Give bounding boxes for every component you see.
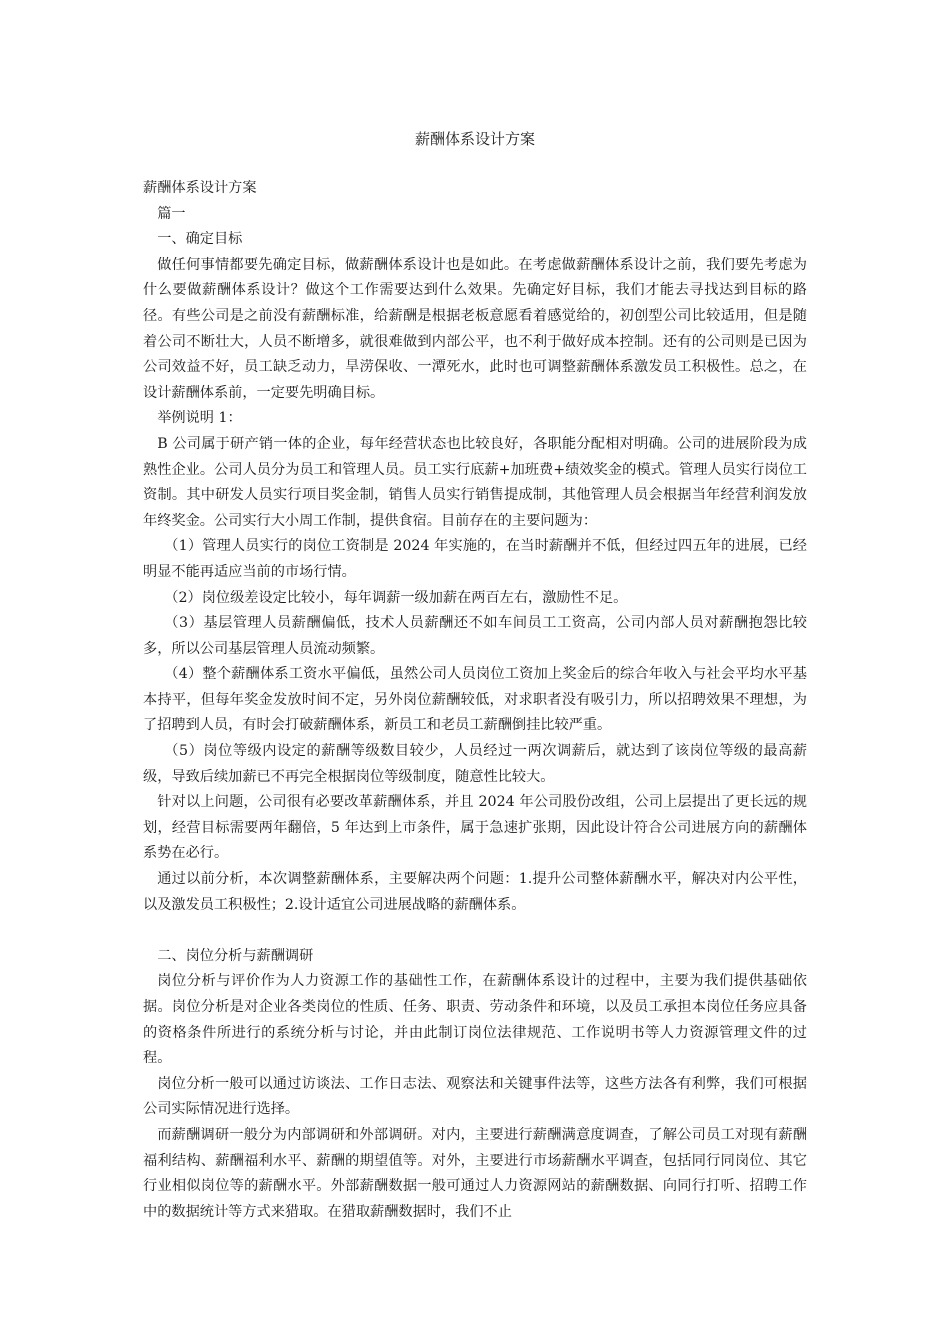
problem-item-4: （4）整个薪酬体系工资水平偏低，虽然公司人员岗位工资加上奖金后的综合年收入与社会平均水平基本持平，但每年奖金发放时间不定，另外岗位薪酬较低，对求职者没有吸引力，所以招聘效果不理想，为了招聘到人员，有时会打破薪酬体系，新员工和老员工薪酬倒挂比较严重。 (143, 666, 807, 734)
section-heading-1: 一、确定目标 (157, 231, 243, 248)
problem-item-1: （1）管理人员实行的岗位工资制是 2024 年实施的，在当时薪酬并不低，但经过四五年的进展，已经明显不能再适应当前的市场行情。 (143, 538, 807, 580)
section-label-part-one: 篇一 (157, 205, 186, 222)
example-label: 举例说明 1： (157, 410, 242, 427)
paragraph: 岗位分析一般可以通过访谈法、工作日志法、观察法和关键事件法等，这些方法各有利弊，我们可根据公司实际情况进行选择。 (143, 1075, 807, 1118)
doc-subtitle: 薪酬体系设计方案 (143, 180, 257, 196)
paragraph: B 公司属于研产销一体的企业，每年经营状态也比较良好，各职能分配相对明确。公司的进展阶段为成熟性企业。公司人员分为员工和管理人员。员工实行底薪+加班费+绩效奖金的模式。管理人员实行岗位工资制。其中研发人员实行项目奖金制，销售人员实行销售提成制，其他管理人员会根据当年经营利润发放年终奖金。公司实行大小周工作制，提供食宿。目前存在的主要问题为： (143, 435, 807, 529)
document-title: 薪酬体系设计方案 (414, 130, 535, 148)
problem-item-5: （5）岗位等级内设定的薪酬等级数目较少，人员经过一两次调薪后，就达到了该岗位等级的最高薪级，导致后续加薪已不再完全根据岗位等级制度，随意性比较大。 (143, 743, 807, 785)
problem-item-2: （2）岗位级差设定比较小，每年调薪一级加薪在两百左右，激励性不足。 (164, 589, 628, 606)
paragraph: 做任何事情都要先确定目标，做薪酬体系设计也是如此。在考虑做薪酬体系设计之前，我们要先考虑为什么要做薪酬体系设计？做这个工作需要达到什么效果。先确定好目标，我们才能去寻找达到目标的路径。有些公司是之前没有薪酬标准，给薪酬是根据老板意愿看着感觉给的，初创型公司比较适用，但是随着公司不断壮大，人员不断增多，就很难做到内部公平，也不利于做好成本控制。还有的公司则是已因为公司效益不好，员工缺乏动力，旱涝保收、一潭死水，此时也可调整薪酬体系激发员工积极性。总之，在设计薪酬体系前，一定要先明确目标。 (143, 256, 807, 401)
paragraph: 岗位分析与评价作为人力资源工作的基础性工作，在薪酬体系设计的过程中，主要为我们提供基础依据。岗位分析是对企业各类岗位的性质、任务、职责、劳动条件和环境，以及员工承担本岗位任务应具备的资格条件所进行的系统分析与讨论，并由此制订岗位法律规范、工作说明书等人力资源管理文件的过程。 (143, 973, 807, 1067)
paragraph: 而薪酬调研一般分为内部调研和外部调研。对内，主要进行薪酬满意度调查，了解公司员工对现有薪酬福利结构、薪酬福利水平、薪酬的期望值等。对外，主要进行市场薪酬水平调查，包括同行同岗位、其它行业相似岗位等的薪酬水平。外部薪酬数据一般可通过人力资源网站的薪酬数据、向同行打听、招聘工作中的数据统计等方式来猎取。在猎取薪酬数据时，我们不止 (143, 1126, 807, 1220)
problem-item-3: （3）基层管理人员薪酬偏低，技术人员薪酬还不如车间员工工资高，公司内部人员对薪酬抱怨比较多，所以公司基层管理人员流动频繁。 (143, 615, 807, 657)
blank-line (143, 918, 807, 944)
document-body (143, 176, 807, 1225)
section-heading-2: 二、岗位分析与薪酬调研 (157, 947, 314, 964)
paragraph: 通过以前分析，本次调整薪酬体系，主要解决两个问题：1.提升公司整体薪酬水平，解决对内公平性，以及激发员工积极性；2.设计适宜公司进展战略的薪酬体系。 (143, 871, 807, 913)
paragraph: 针对以上问题，公司很有必要改革薪酬体系，并且 2024 年公司股份改组，公司上层提出了更长远的规划，经营目标需要两年翻倍，5 年达到上市条件，属于急速扩张期，因此设计符合公司进展方向的薪酬体系势在必行。 (143, 794, 807, 862)
